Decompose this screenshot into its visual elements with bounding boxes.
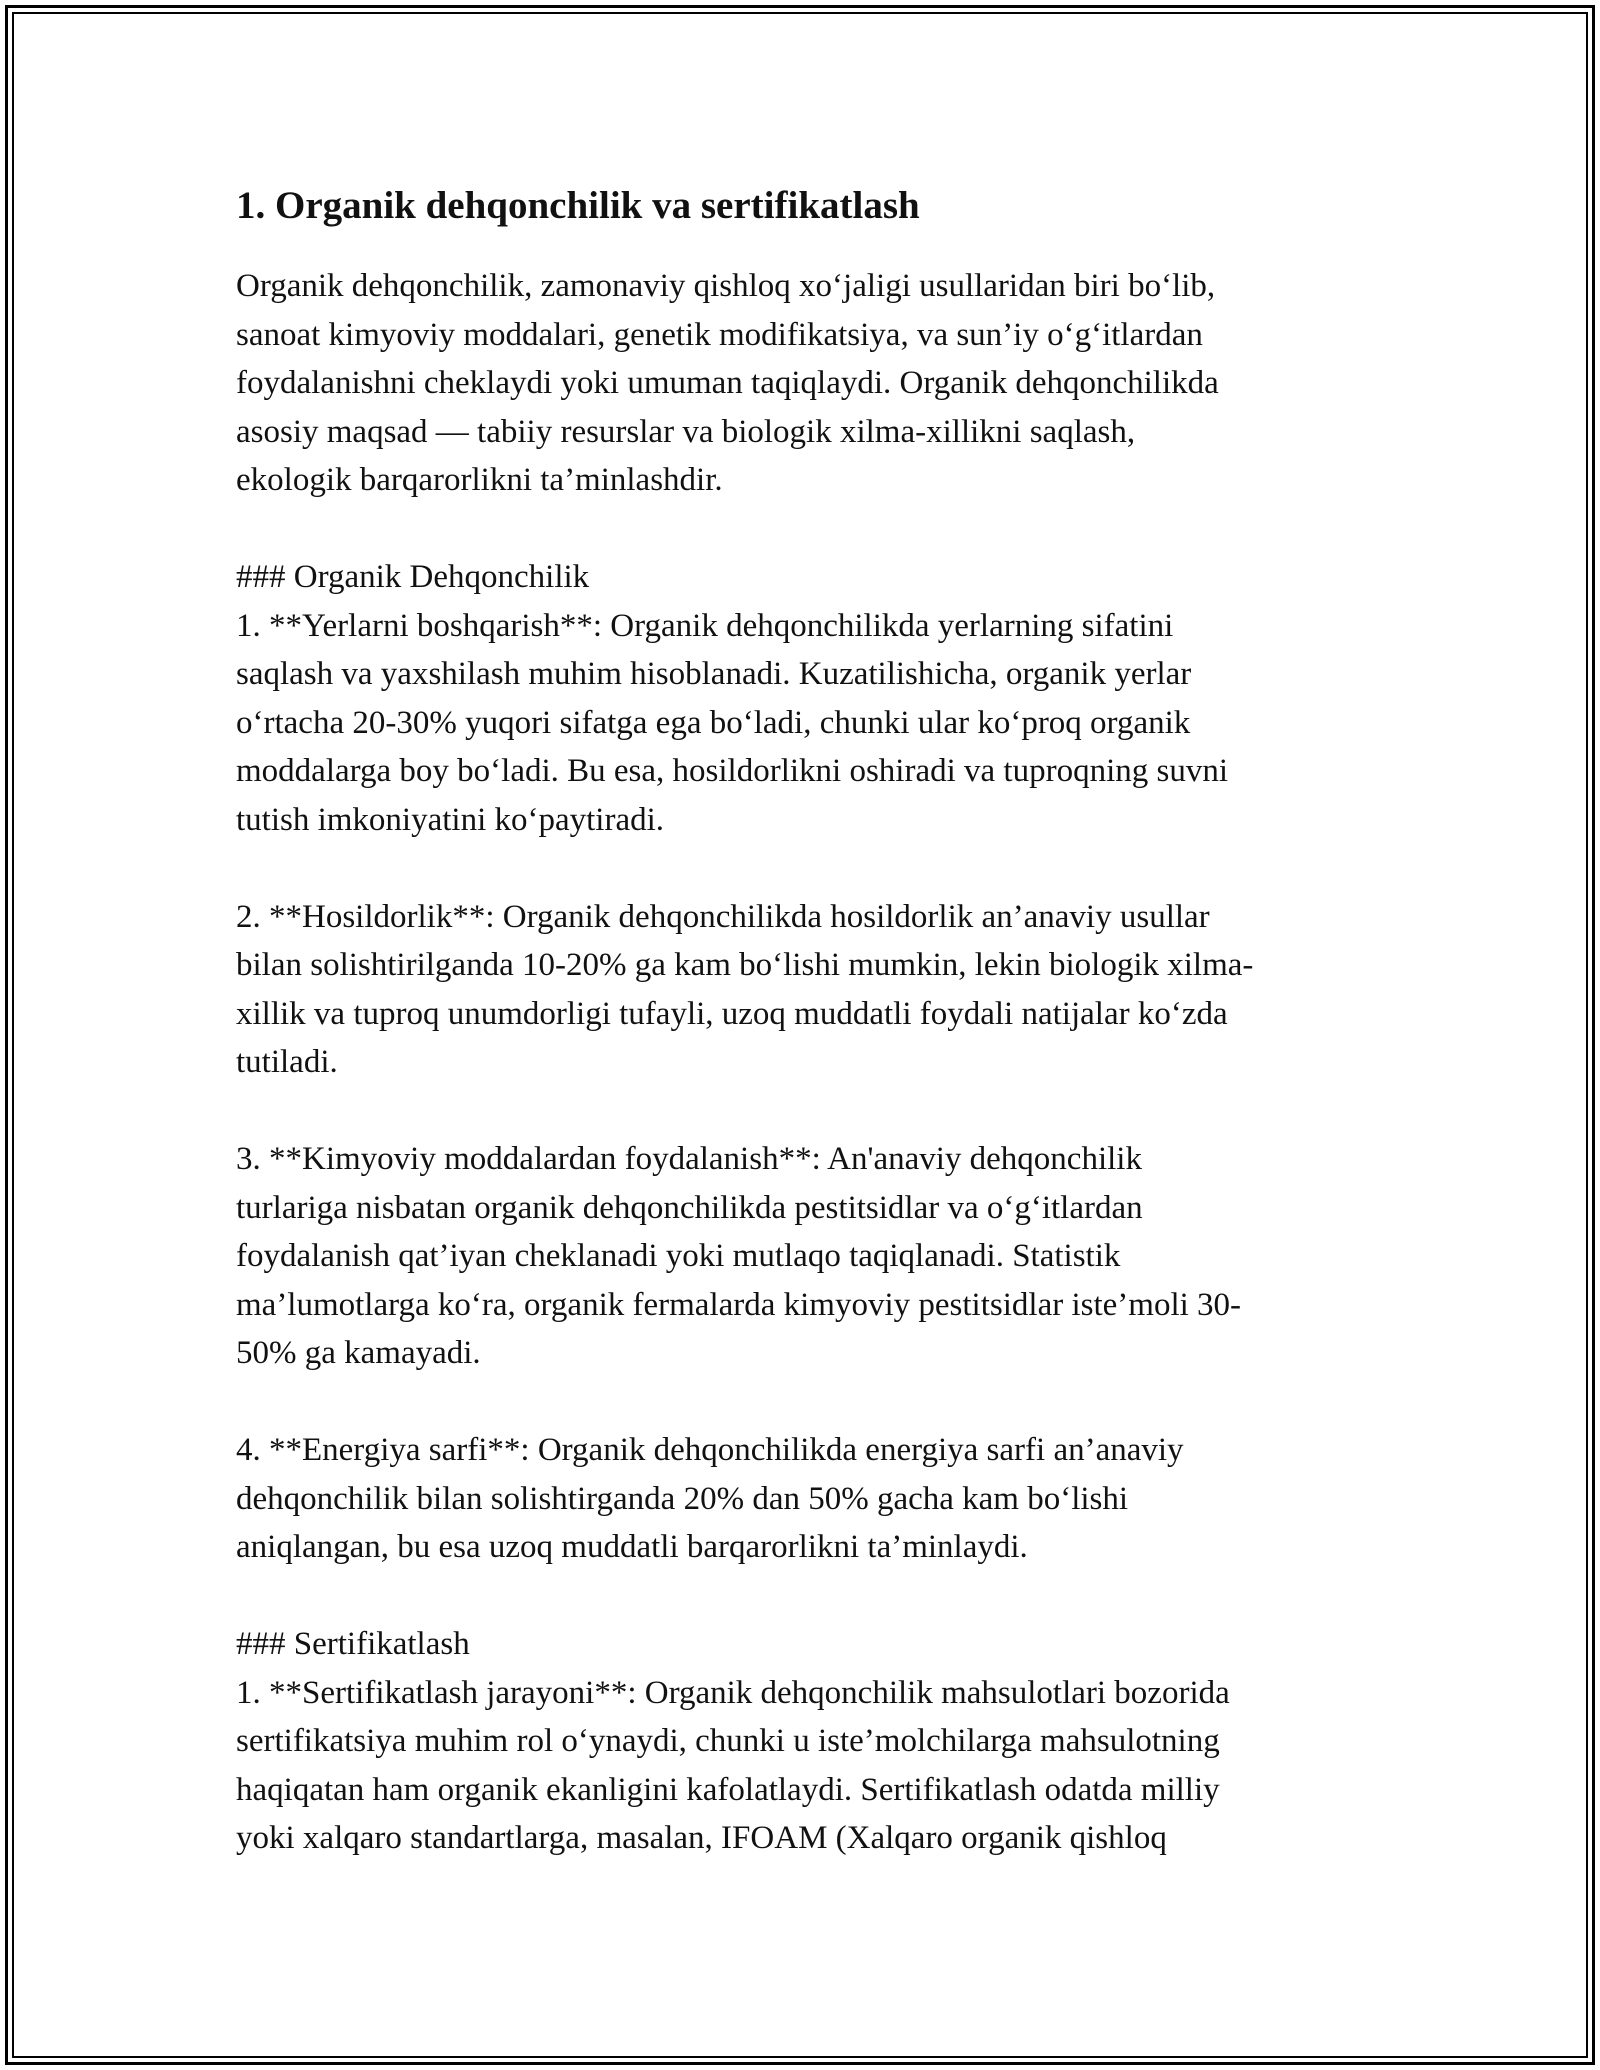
list-item-yield: 2. **Hosildorlik**: Organik dehqonchilikda hosildorlik an’anaviy usullar bilan solishtirilganda 10-20% ga kam bo‘lishi mumkin, lekin biologik xilma- xillik va tuproq unumdorligi tufayli, uzoq muddatli foydali natijalar ko‘zda tutiladi.: [236, 898, 1254, 1080]
document-body: [236, 182, 1376, 1863]
paragraph-gap: [236, 505, 1376, 554]
list-item-certification: ### Sertifikatlash 1. **Sertifikatlash jarayoni**: Organik dehqonchilik mahsulotlari bozorida sertifikatsiya muhim rol o‘ynaydi, chunki u iste’molchilarga mahsulotning haqiqatan ham organik ekanligini kafolatlaydi. Sertifikatlash odatda milliy yoki xalqaro standartlarga, masalan, IFOAM (Xalqaro organik qishloq: [236, 1626, 1230, 1856]
paragraph-gap: [236, 844, 1376, 893]
list-item-land-management: ### Organik Dehqonchilik 1. **Yerlarni boshqarish**: Organik dehqonchilikda yerlarning sifatini saqlash va yaxshilash muhim hisoblanadi. Kuzatilishicha, organik yerlar o‘rtacha 20-30% yuqori sifatga ega bo‘ladi, chunki ular ko‘proq organik moddalarga boy bo‘ladi. Bu esa, hosildorlikni oshiradi va tuproqning suvni tutish imkoniyatini ko‘paytiradi.: [236, 559, 1229, 838]
paragraph-gap: [236, 1087, 1376, 1136]
intro-paragraph: Organik dehqonchilik, zamonaviy qishloq xo‘jaligi usullaridan biri bo‘lib, sanoat kimyoviy moddalari, genetik modifikatsiya, va sun’iy o‘g‘itlardan foydalanishni cheklaydi yoki umuman taqiqlaydi. Organik dehqonchilikda asosiy maqsad — tabiiy resurslar va biologik xilma-xillikni saqlash, ekologik barqarorlikni ta’minlashdir.: [236, 268, 1219, 498]
section-title: 1. Organik dehqonchilik va sertifikatlash: [236, 184, 920, 227]
paragraph-gap: [236, 1378, 1376, 1427]
list-item-chemicals: 3. **Kimyoviy moddalardan foydalanish**: An'anaviy dehqonchilik turlariga nisbatan organik dehqonchilikda pestitsidlar va o‘g‘itlardan foydalanish qat’iyan cheklanadi yoki mutlaqo taqiqlanadi. Statistik ma’lumotlarga ko‘ra, organik fermalarda kimyoviy pestitsidlar iste’moli 30- 50% ga kamayadi.: [236, 1141, 1242, 1371]
list-item-energy: 4. **Energiya sarfi**: Organik dehqonchilikda energiya sarfi an’anaviy dehqonchilik bilan solishtirganda 20% dan 50% gacha kam bo‘lishi aniqlangan, bu esa uzoq muddatli barqarorlikni ta’minlaydi.: [236, 1432, 1184, 1565]
paragraph-gap: [236, 1572, 1376, 1621]
